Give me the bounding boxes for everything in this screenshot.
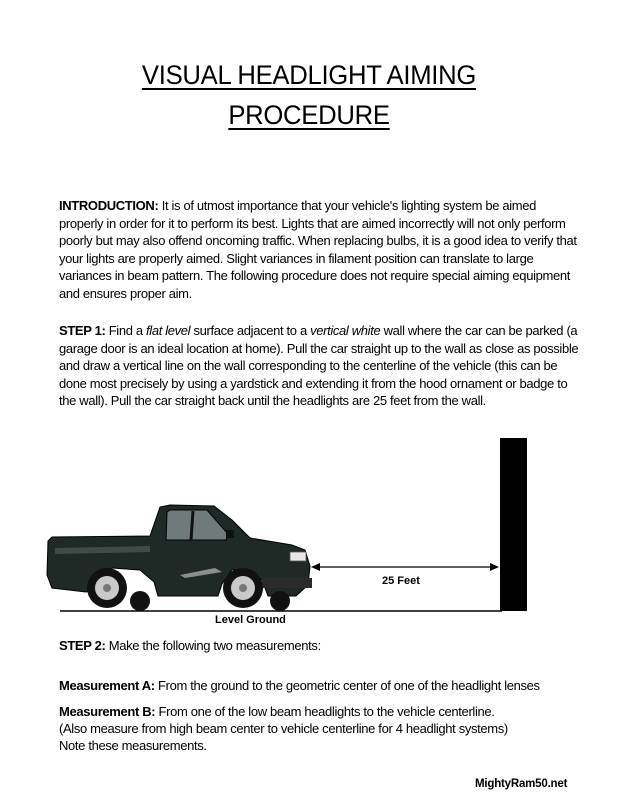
introduction-label: INTRODUCTION: xyxy=(59,198,159,213)
measurement-b-paragraph xyxy=(59,703,579,754)
step-1-text-a: Find a xyxy=(108,323,143,338)
step-2-label: STEP 2: xyxy=(59,638,106,653)
measurement-b-label: Measurement B: xyxy=(59,704,156,719)
measurement-a-label: Measurement A: xyxy=(59,678,155,693)
pickup-truck-image xyxy=(47,505,312,611)
step-1-emphasis-vertical-white: vertical white xyxy=(310,323,381,338)
step-1-text-c: wall where the car can be parked (a garage door is an ideal location at home). Pull the car straight up to the wall as close as possible and draw a vertical line on the wall corresponding to the centerline of the vehicle (this can be done most precisely by using a yardstick and extending it from the hood ornament or badge to the wall). Pull the car straight back until the headlights are 25 feet from the wall. xyxy=(59,323,579,408)
footer-site-name: MightyRam50.net xyxy=(475,778,568,790)
measurement-a-paragraph xyxy=(59,677,579,695)
distance-arrow xyxy=(311,563,499,571)
measurement-b-line-2: (Also measure from high beam center to vehicle centerline for 4 headlight systems) xyxy=(59,721,508,736)
measurement-b-line-1 xyxy=(59,703,579,720)
distance-label: 25 Feet xyxy=(382,575,420,587)
introduction-text: It is of utmost importance that your vehicle's lighting system be aimed properly in order for it to perform its best. Lights that are aimed incorrectly will not only perform poorly but may also offend oncoming traffic. When replacing bulbs, it is a good idea to verify that your lights are properly aimed. Slight variances in filament position can translate to large variances in beam pattern. The following procedure does not require special aiming equipment and ensures proper aim. xyxy=(59,198,577,301)
step-1-label: STEP 1: xyxy=(59,323,106,338)
step-1-emphasis-flat-level: flat level xyxy=(146,323,191,338)
step-2-paragraph xyxy=(59,637,579,655)
wall xyxy=(500,438,527,611)
ground-label: Level Ground xyxy=(215,614,286,626)
step-2-text: Make the following two measurements: xyxy=(108,638,321,653)
step-1-text-b: surface adjacent to a xyxy=(193,323,307,338)
measurement-b-line-3: Note these measurements. xyxy=(59,738,207,753)
title-line-1: VISUAL HEADLIGHT AIMING xyxy=(141,60,477,90)
measurement-b-text: From one of the low beam headlights to the vehicle centerline. xyxy=(158,704,495,719)
title-line-2: PROCEDURE xyxy=(228,100,390,130)
measurement-a-text: From the ground to the geometric center of one of the headlight lenses xyxy=(158,678,540,693)
